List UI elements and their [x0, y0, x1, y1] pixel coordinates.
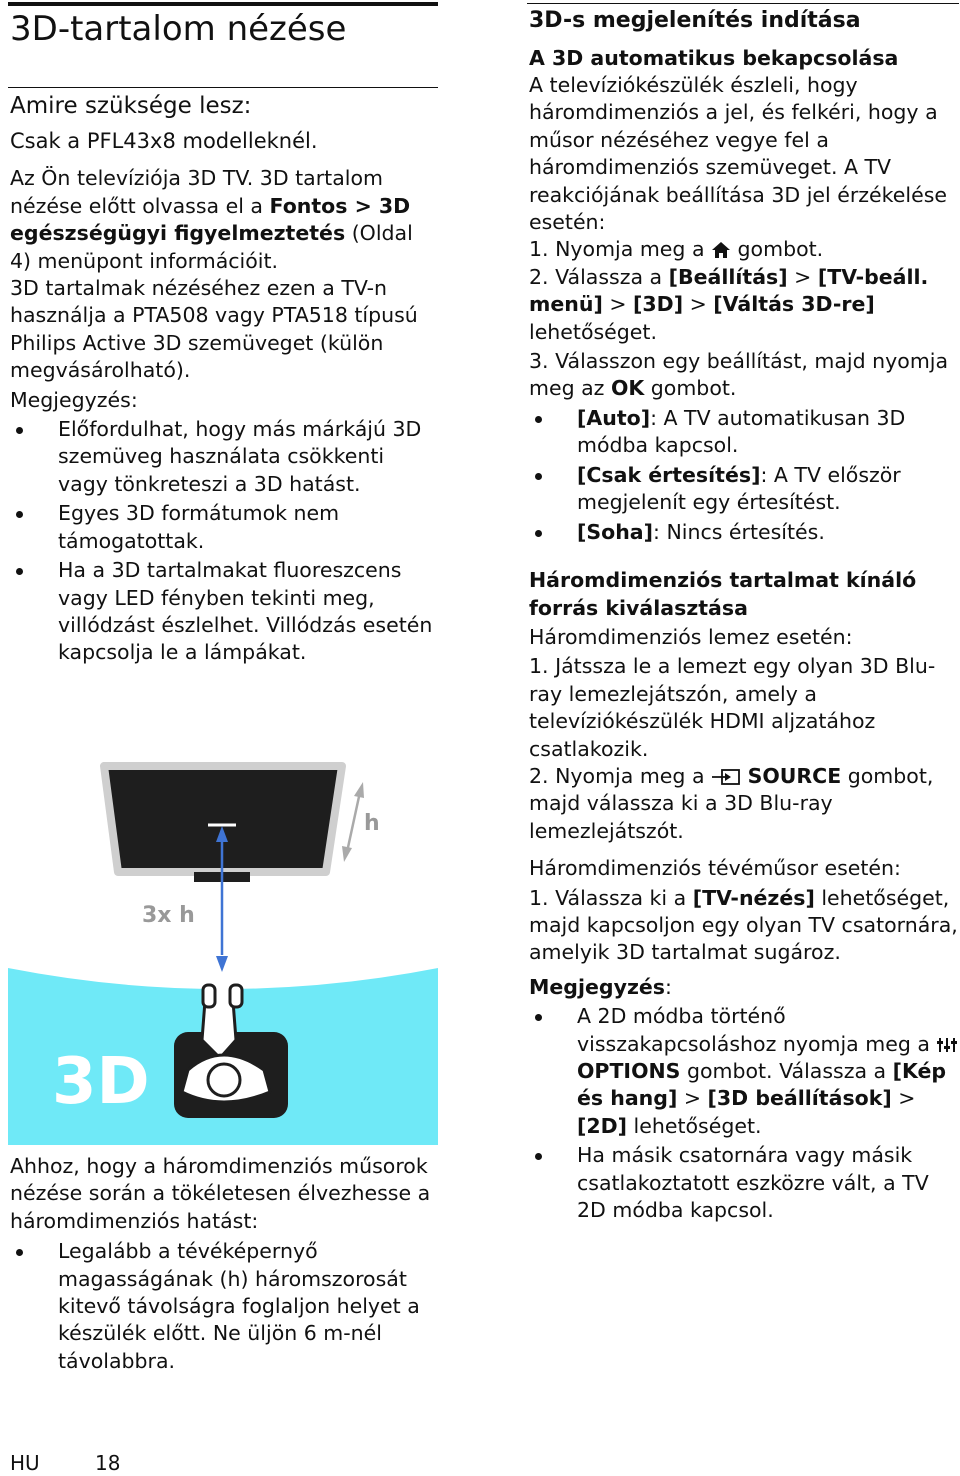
- option-auto: [529, 405, 959, 460]
- tv-heading: Háromdimenziós tévéműsor esetén:: [529, 856, 901, 881]
- height-arrow-bottom: [342, 846, 352, 862]
- note-1-text: A 2D módba történő visszakapcsoláshoz nyomja meg a: [577, 1004, 937, 1056]
- viewing-intro: Ahhoz, hogy a háromdimenziós műsorok nézése során a tökéletesen élvezhesse a háromdimenziós hatást:: [10, 1154, 431, 1233]
- list-item: [529, 1003, 959, 1140]
- step-3-text: 3. Válasszon egy beállítást, majd nyomja meg az: [529, 349, 949, 401]
- menu-path-3d-settings: [3D beállítások]: [707, 1086, 892, 1111]
- option-notify: [529, 462, 959, 517]
- options-key: OPTIONS: [577, 1059, 681, 1083]
- menu-path-2d: [2D]: [577, 1113, 628, 1138]
- page-title: 3D-tartalom nézése: [10, 9, 347, 49]
- distance-label: 3x h: [142, 903, 195, 928]
- intro-sep: >: [347, 193, 379, 218]
- viewer-hand-left: [203, 985, 215, 1007]
- tv-step-1-text: 1. Válassza ki a: [529, 885, 693, 910]
- watch-tv-key: [TV-nézés]: [692, 885, 815, 910]
- step-1-text: 1. Nyomja meg a: [529, 237, 712, 262]
- option-key: [Soha]: [577, 519, 654, 544]
- step-2: [529, 264, 959, 346]
- option-key: [Csak értesítés]: [577, 462, 761, 487]
- height-label: h: [364, 811, 380, 836]
- list-item: Ha másik csatornára vagy másik csatlakoztatott eszközre vált, a TV 2D módba kapcsol.: [529, 1142, 959, 1224]
- section-rule-right: [527, 3, 959, 4]
- model-note: Csak a PFL43x8 modelleknél.: [10, 129, 318, 153]
- disc-heading: Háromdimenziós lemez esetén:: [529, 624, 853, 649]
- source-heading: Háromdimenziós tartalmat kínáló forrás kiválasztása: [529, 567, 917, 620]
- intro-text-1: Az Ön televíziója 3D TV. 3D tartalom nézése előtt olvassa el a: [10, 166, 383, 218]
- note-1-text-2: gombot. Válassza a: [680, 1059, 893, 1083]
- disc-step-2-text: 2. Nyomja meg a: [529, 763, 712, 788]
- home-icon: [711, 241, 731, 259]
- footer-page-number: 18: [95, 1451, 121, 1475]
- list-item: Ha a 3D tartalmakat fluoreszcens vagy LED fényben tekinti meg, villódzást észlelhet. Villódzás esetén kapcsolja le a lámpákat.: [10, 557, 438, 667]
- menu-path-setup: [Beállítás]: [668, 264, 788, 289]
- list-item: Előfordulhat, hogy más márkájú 3D szemüveg használata csökkenti vagy tönkreteszi a 3D hatást.: [10, 416, 438, 498]
- note-1-suffix: lehetőséget.: [627, 1113, 762, 1138]
- step-2-sep-2: >: [602, 292, 634, 317]
- note-heading-right-text: Megjegyzés: [529, 974, 665, 999]
- menu-path-tv-settings: [TV-beáll. menü]: [529, 264, 929, 317]
- left-column-bottom: [10, 1153, 438, 1375]
- tv-step-1: [529, 885, 959, 967]
- note-list-right: [529, 1003, 959, 1224]
- ok-key: OK: [610, 376, 645, 401]
- auto-text: A televíziókészülék észleli, hogy háromdimenziós a jel, és felkéri, hogy a műsor nézéséhez vegye fel a háromdimenziós szemüveget. A TV reakciójának beállítása 3D jel érzékelése esetén:: [529, 73, 947, 235]
- viewing-distance-illustration: [8, 740, 438, 1145]
- viewer-head: [208, 1064, 240, 1096]
- height-arrow-line: [347, 792, 360, 852]
- list-item: Egyes 3D formátumok nem támogatottak.: [10, 500, 438, 555]
- footer-language: HU: [10, 1451, 40, 1475]
- section-rule-left: [8, 87, 438, 88]
- list-item: Legalább a tévéképernyő magasságának (h) háromszorosát kitevő távolságra foglaljon helyet a készülék előtt. Ne üljön 6 m-nél távolabbra.: [10, 1238, 438, 1375]
- option-key: [Auto]: [577, 405, 651, 430]
- start-heading: 3D-s megjelenítés indítása: [529, 8, 861, 33]
- disc-step-2-suffix: gombot, majd válassza ki a 3D Blu-ray lemezlejátszót.: [529, 763, 934, 843]
- intro-link-health: 3D egészségügyi figyelmeztetés: [10, 193, 411, 246]
- intro-text-3: (Oldal 4) menüpont információit.: [10, 221, 413, 273]
- viewer-hand-right: [230, 985, 242, 1007]
- left-column-top: [10, 91, 438, 667]
- step-2-suffix: lehetőséget.: [529, 319, 657, 344]
- options-icon: [936, 1036, 958, 1054]
- note-list-left: [10, 416, 438, 667]
- disc-step-2: [529, 763, 959, 845]
- requirements-heading: Amire szüksége lesz:: [10, 93, 252, 119]
- 3d-badge: 3D: [52, 1045, 150, 1119]
- note-heading-colon: :: [664, 974, 672, 999]
- option-desc: : A TV először megjelenít egy értesítést.: [577, 462, 901, 515]
- tv-step-1-suffix: lehetőséget, majd kapcsoljon egy olyan TV csatornára, amelyik 3D tartalmat sugároz.: [529, 885, 958, 965]
- option-desc: : A TV automatikusan 3D módba kapcsol.: [577, 405, 906, 458]
- step-1-suffix: gombot.: [731, 237, 824, 262]
- distance-arrow-down: [216, 956, 228, 972]
- step-2-sep-3: >: [683, 292, 714, 317]
- step-3-suffix: gombot.: [644, 376, 737, 401]
- step-3: [529, 348, 959, 403]
- disc-step-1: 1. Játssza le a lemezt egy olyan 3D Blu-ray lemezlejátszón, amely a televíziókészülék HDMI aljzatához csatlakozik.: [529, 654, 936, 761]
- step-2-sep-1: >: [787, 264, 818, 289]
- menu-path-picture-sound: [Kép és hang]: [577, 1059, 947, 1111]
- option-never: [529, 519, 959, 546]
- note-1-sep-1: >: [677, 1086, 708, 1111]
- right-column: [529, 6, 959, 1224]
- note-heading-right: [529, 974, 959, 1001]
- intro-link-fontos: Fontos: [269, 193, 348, 218]
- source-key: SOURCE: [747, 763, 842, 788]
- glasses-paragraph: 3D tartalmak nézéséhez ezen a TV-n használja a PTA508 vagy PTA518 típusú Philips Active 3D szemüveget (külön megvásárolható).: [10, 276, 418, 383]
- option-list: [529, 405, 959, 546]
- height-arrow-top: [354, 782, 364, 798]
- auto-heading: A 3D automatikus bekapcsolása: [529, 46, 899, 70]
- menu-path-3d: [3D]: [633, 292, 684, 317]
- menu-path-switch-3d: [Váltás 3D-re]: [713, 292, 875, 317]
- note-1-sep-2: >: [891, 1086, 916, 1111]
- option-desc: : Nincs értesítés.: [653, 519, 825, 544]
- step-2-text: 2. Válassza a: [529, 264, 669, 289]
- step-1: [529, 236, 959, 263]
- viewing-list: [10, 1238, 438, 1375]
- source-icon: [711, 768, 741, 786]
- illustration-svg: [8, 740, 438, 1145]
- intro-paragraph: [10, 165, 438, 275]
- note-heading-left: Megjegyzés:: [10, 387, 138, 412]
